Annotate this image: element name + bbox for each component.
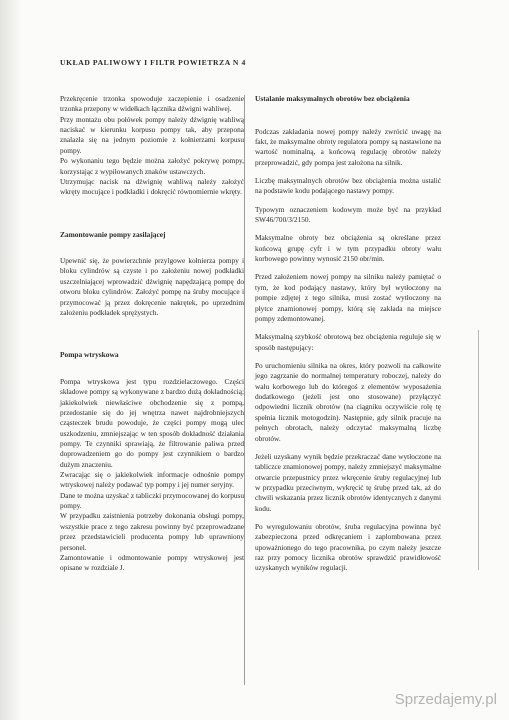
paragraph: Jeżeli uzyskany wynik będzie przekraczać dane wytłoczone na tabliczce znamionowej pompy, należy zmniejszyć maksymalne otwarcie przepustnicy przez wkręcenie śruby regulacyjnej lub w przypadku przeciwnym, wykręcić tę śrubę przed tak, aż do chwili wskazania przez licznik obrotów identycznych z danymi kodu. — [255, 451, 441, 513]
paragraph: Upewnić się, że powierzchnie przylgowe kołnierza pompy i bloku cylindrów są czyste i po założeniu nowej podkładki uszczelniającej wprowadzić dźwignię napędzającą pompę do otworu bloku cylindrów. Założyć pompę na śruby mocujące i przymocować ją przez dokręcenie nakrętek, po uprzednim założeniu podkładek sprężystych. — [60, 256, 244, 317]
paragraph: Zamontowanie i odmontowanie pompy wtryskowej jest opisane w rozdziale J. — [60, 552, 244, 573]
paragraph: Zwracając się o jakiekolwiek informacje odnośnie pompy wtryskowej należy podawać typ pompy i jej numer seryjny. — [60, 470, 244, 490]
paragraph: Po uruchomieniu silnika na okres, który pozwoli na całkowite jego zagrzanie do normalnej temperatury roboczej, należy do wału korbowego lub do któregoś z elementów wyposażenia dodatkowego (jeżeli jest ono stosowane) przyłączyć odpowiedni licznik obrotów (na ciągniku oczywiście rolę tę spełnia licznik motogodzin). Następnie, gdy silnik pracuje na pełnych obrotach, należy odczytać maksymalną liczbę obrotów. — [255, 360, 441, 443]
paragraph: Po wykonaniu tego będzie można założyć pokrywę pompy, korzystając z wypiłowanych znaków ustawczych. — [60, 156, 244, 176]
margin-mark — [478, 330, 479, 570]
section-heading: Zamontowanie pompy zasilającej — [60, 229, 166, 239]
paragraph: Po wyregulowaniu obrotów, śruba regulacyjna powinna być zabezpieczona przed odkręcaniem i zaplombowana przez upoważnionego do tego pracownika, po czym należy jeszcze raz przy pomocy licznika obrotów sprawdzić prawidłowość uzyskanych wyników regulacji. — [255, 522, 441, 573]
paragraph: Liczbę maksymalnych obrotów bez obciążenia można ustalić na podstawie kodu podającego nastawy pompy. — [255, 175, 441, 196]
paragraph: Pompa wtryskowa jest typu rozdzielaczowego. Części składowe pompy są wykonywane z bardzo dużą dokładnością; jakiekolwiek niewłaściwe obchodzenie się z pompą, przedostanie się do jej wnętrza nawet najdrobniejszych cząsteczek brudu powoduje, że części pompy mogą ulec uszkodzeniu, zmniejszając w ten sposób dokładność działania pompy. Te czynniki sprawiają, że filtrowanie paliwa przed doprowadzeniem go do pompy jest czynnikiem o bardzo dużym znaczeniu. — [60, 376, 244, 469]
section-heading: Pompa wtryskowa — [60, 350, 119, 360]
paragraph: Przekręcenie trzonka spowoduje zaczepienie i osadzenie trzonka przepony w widełkach łącznika dźwigni wahliwej. — [60, 94, 244, 114]
right-column — [255, 94, 441, 582]
page-edge-shadow — [0, 0, 22, 720]
watermark-text: Sprzedajemy.pl — [394, 691, 497, 708]
paragraph: Przy montażu obu połówek pompy należy dźwignię wahliwą naciskać w kierunku korpusu pompy tak, aby przepona znalazła się na jednym poziomie z kołnierzami korpusu pompy. — [60, 114, 244, 155]
paragraph: Dane te można uzyskać z tabliczki przymocowanej do korpusu pompy. — [60, 490, 244, 511]
watermark — [395, 691, 497, 708]
column-divider — [244, 95, 245, 685]
section-heading: Ustalanie maksymalnych obrotów bez obciążenia — [255, 94, 410, 103]
paragraph: Podczas zakładania nowej pompy należy zwrócić uwagę na fakt, że maksymalne obroty regulatora pompy są nastawione na wartość nominalną, a końcową regulację obrotów należy przeprowadzić, gdy pompa jest założona na silnik. — [255, 126, 441, 167]
paragraph: W przypadku zaistnienia potrzeby dokonania obsługi pompy, wszystkie prace z tego zakresu powinny być przeprowadzane przez przedstawicieli producenta pompy lub uprawniony personel. — [60, 511, 244, 552]
paragraph: Przed założeniem nowej pompy na silniku należy pamiętać o tym, że kod podający nastawy, który był wytłoczony na pompie zdjętej z tego silnika, musi zostać wytłoczony na płytce znamionowej pompy, którą się zakłada na miejsce pompy zdemontowanej. — [255, 272, 441, 323]
paragraph: Utrzymując nacisk na dźwignię wahliwą należy założyć wkręty mocujące i podkładki i dokręcić równomiernie wkręty. — [60, 176, 244, 197]
paragraph: Maksymalną szybkość obrotową bez obciążenia reguluje się w sposób następujący: — [255, 332, 441, 352]
paragraph: Typowym oznaczeniem kodowym może być na przykład SW46/700/3/2150. — [255, 204, 441, 225]
paragraph: Maksymalne obroty bez obciążenia są określane przez końcową grupę cyfr i w tym przypadku obroty wału korbowego powinny wynosić 2150 obr/min. — [255, 233, 441, 264]
left-column — [60, 94, 244, 574]
running-header: UKŁAD PALIWOWY I FILTR POWIETRZA N 4 — [60, 58, 246, 67]
